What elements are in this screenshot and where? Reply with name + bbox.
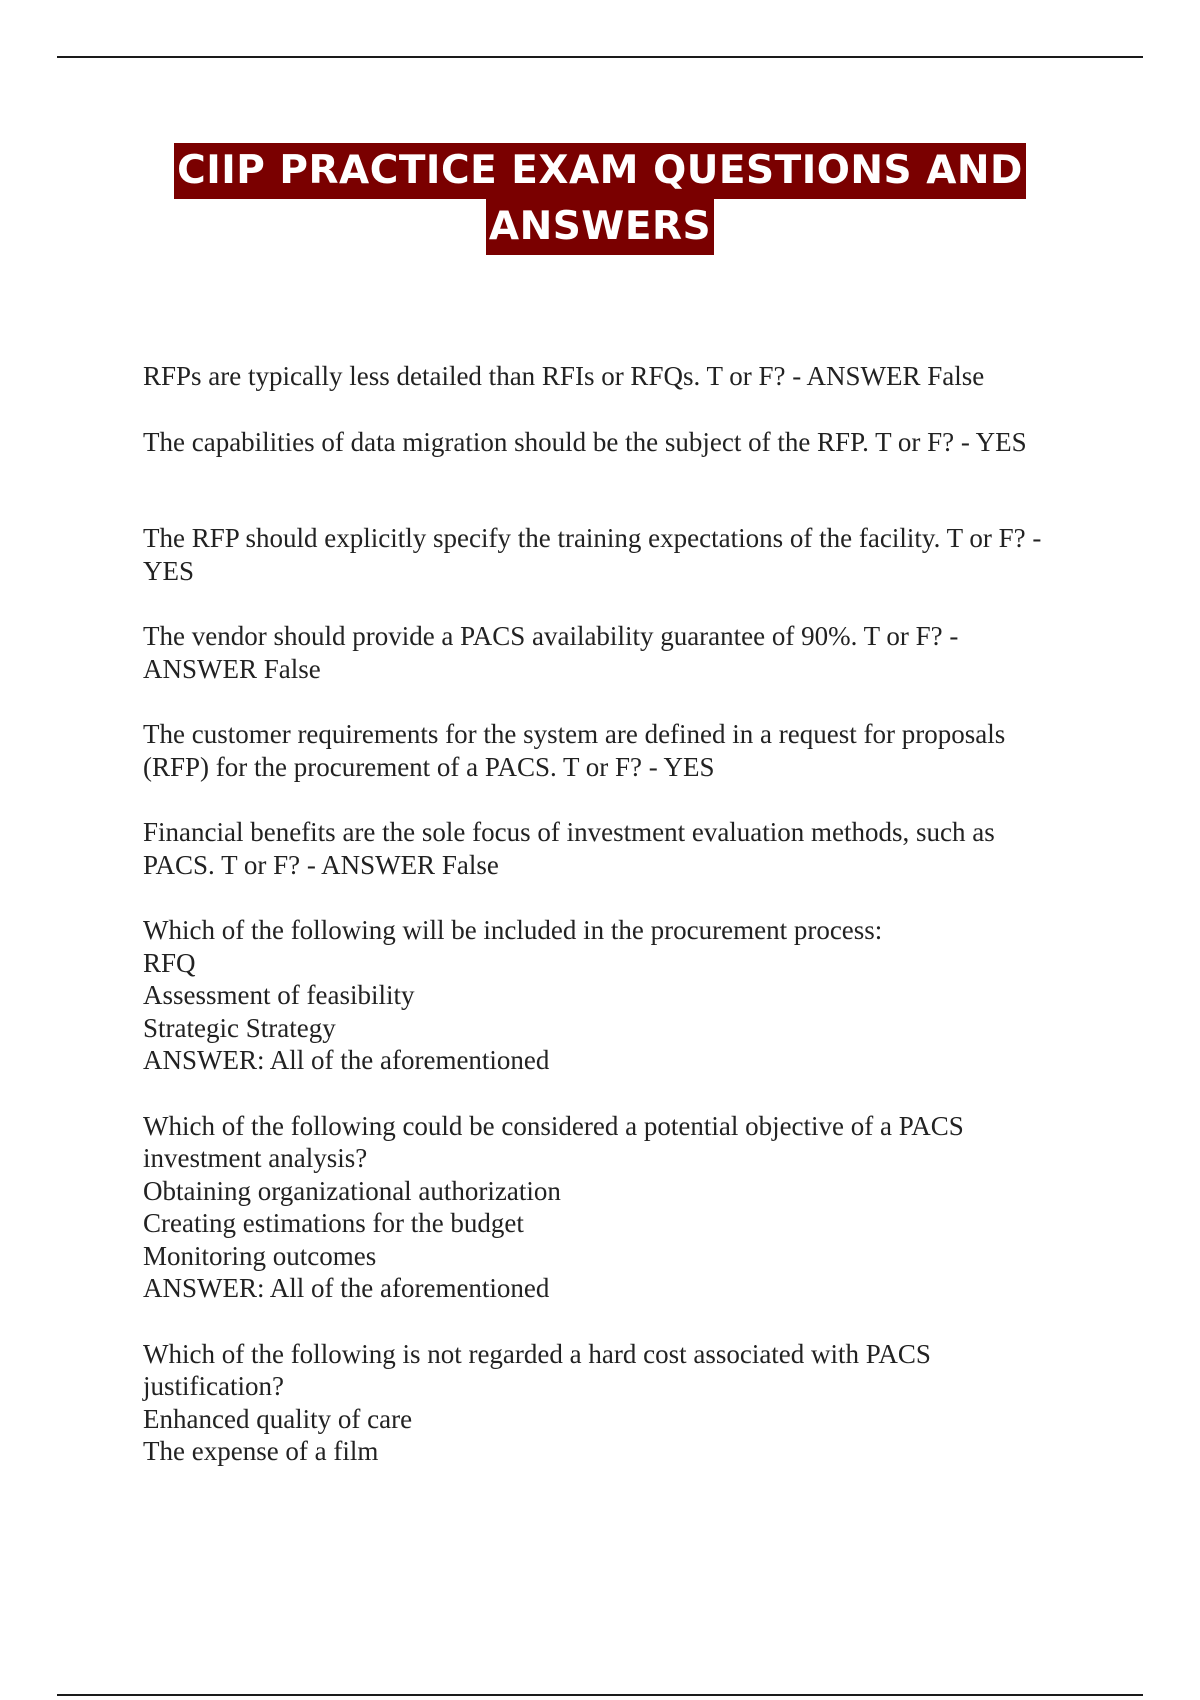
qa-line: Which of the following is not regarded a hard cost associated with PACS [143,1338,931,1369]
qa-line: Enhanced quality of care [143,1403,413,1434]
qa-line: Which of the following could be considered a potential objective of a PACS [143,1110,964,1141]
qa-line: RFQ [143,947,196,978]
qa-line: investment analysis? [143,1143,368,1173]
qa-line: Assessment of feasibility [143,980,415,1010]
qa-line: YES [143,555,195,586]
qa-line: ANSWER: All of the aforementioned [143,1045,550,1075]
qa-line: Creating estimations for the budget [143,1208,524,1238]
bottom-rule [57,1694,1143,1696]
qa-item [143,1338,1103,1468]
qa-item [143,522,1103,587]
qa-line: The customer requirements for the system are defined in a request for proposals [143,719,1006,749]
top-rule [57,56,1143,58]
qa-item [143,360,1103,393]
title-line-1: CIIP PRACTICE EXAM QUESTIONS AND [174,143,1026,199]
qa-item [143,620,1103,685]
qa-line: PACS. T or F? - ANSWER False [143,849,499,880]
qa-line: RFPs are typically less detailed than RFIs or RFQs. T or F? - ANSWER False [143,361,985,391]
qa-item [143,816,1103,881]
qa-line: The RFP should explicitly specify the training expectations of the facility. T or F? - [143,523,1042,553]
qa-item [143,718,1103,783]
qa-item [143,426,1103,459]
qa-list [143,360,1103,1468]
qa-line: ANSWER: All of the aforementioned [143,1273,550,1303]
qa-item [143,1110,1103,1305]
qa-line: The vendor should provide a PACS availability guarantee of 90%. T or F? - [143,621,959,651]
qa-line: Obtaining organizational authorization [143,1175,561,1206]
title-line-2: ANSWERS [486,199,714,255]
qa-line: ANSWER False [143,653,321,684]
qa-line: The expense of a film [143,1436,379,1466]
qa-item [143,914,1103,1077]
qa-line: Financial benefits are the sole focus of investment evaluation methods, such as [143,817,995,847]
qa-line: justification? [143,1371,284,1401]
qa-line: Which of the following will be included in the procurement process: [143,915,883,945]
qa-line: (RFP) for the procurement of a PACS. T or F? - YES [143,751,715,782]
document-title [60,143,1140,255]
qa-line: Strategic Strategy [143,1012,336,1043]
qa-line: Monitoring outcomes [143,1240,377,1271]
qa-line: The capabilities of data migration should be the subject of the RFP. T or F? - YES [143,426,1027,457]
